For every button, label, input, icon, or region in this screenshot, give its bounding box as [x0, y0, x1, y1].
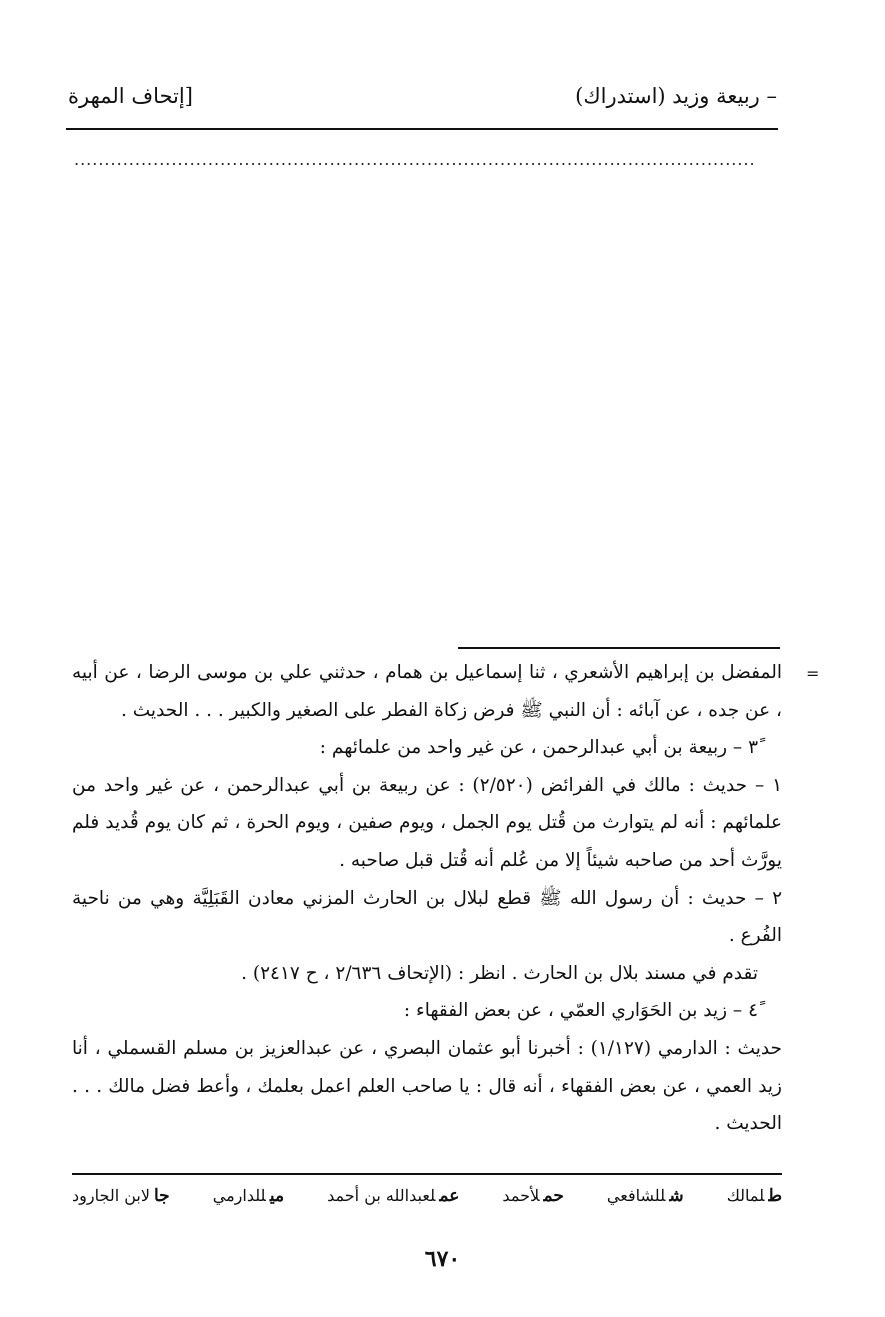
- paragraph: تقدم في مسند بلال بن الحارث . انظر : (الإتحاف ٢/٦٣٦ ، ح ٢٤١٧) .: [241, 962, 758, 984]
- abbreviations-legend: [72, 1186, 782, 1206]
- book-title: [إتحاف المهرة: [68, 84, 193, 108]
- paragraph: ١ – حديث : مالك في الفرائض (٢/٥٢٠) : عن ربيعة بن أبي عبدالرحمن ، عن غير واحد من علمائهم : أنه لم يتوارث من قُتل يوم الجمل ، ويوم صفين ، ويوم الحرة ، ثم كان يوم قُديد فلم يورَّث أحد من صاحبه شيئاً إلا من عُلم أنه قُتل قبل صاحبه .: [72, 774, 782, 871]
- abbreviation-item: حملأحمد: [502, 1186, 564, 1206]
- running-title: – ربيعة وزيد (استدراك): [575, 84, 777, 108]
- abbreviation-item: طلمالك: [726, 1186, 782, 1206]
- paragraph: ٣ً – ربيعة بن أبي عبدالرحمن ، عن غير واحد من علمائهم :: [319, 737, 758, 759]
- continuation-marker: =: [806, 664, 820, 683]
- abbreviation-item: جالابن الجارود: [72, 1186, 170, 1206]
- paragraph: ٤ً – زيد بن الحَوَاري العمّي ، عن بعض الفقهاء :: [403, 1000, 758, 1022]
- abbreviation-item: عملعبدالله بن أحمد: [327, 1186, 460, 1206]
- footnote-body: [72, 654, 782, 1143]
- paragraph: المفضل بن إبراهيم الأشعري ، ثنا إسماعيل بن همام ، حدثني علي بن موسى الرضا ، عن أبيه ، عن جده ، عن آبائه : أن النبي ﷺ فرض زكاة الفطر على الصغير والكبير . . . الحديث .: [72, 662, 782, 721]
- paragraph: حديث : الدارمي (١/١٢٧) : أخبرنا أبو عثمان البصري ، عن عبدالعزيز بن مسلم القسملي ، أنا زيد العمي ، عن بعض الفقهاء ، أنه قال : يا صاحب العلم اعمل بعلمك ، وأعط فضل مالك . . . الحديث .: [72, 1037, 782, 1135]
- abbreviation-item: ميللدارمي: [212, 1186, 285, 1206]
- abbreviation-item: شللشافعي: [606, 1186, 684, 1206]
- dotted-leader: ................................................................................................................: [74, 150, 756, 169]
- header-divider: [66, 128, 778, 130]
- page-number: ٦٧٠: [424, 1246, 461, 1272]
- paragraph: ٢ – حديث : أن رسول الله ﷺ قطع لبلال بن الحارث المزني معادن القَبَلِيَّة وهي من ناحية الفُرع .: [72, 887, 782, 947]
- footnote-divider: [458, 647, 780, 649]
- abbreviations-divider: [72, 1173, 782, 1175]
